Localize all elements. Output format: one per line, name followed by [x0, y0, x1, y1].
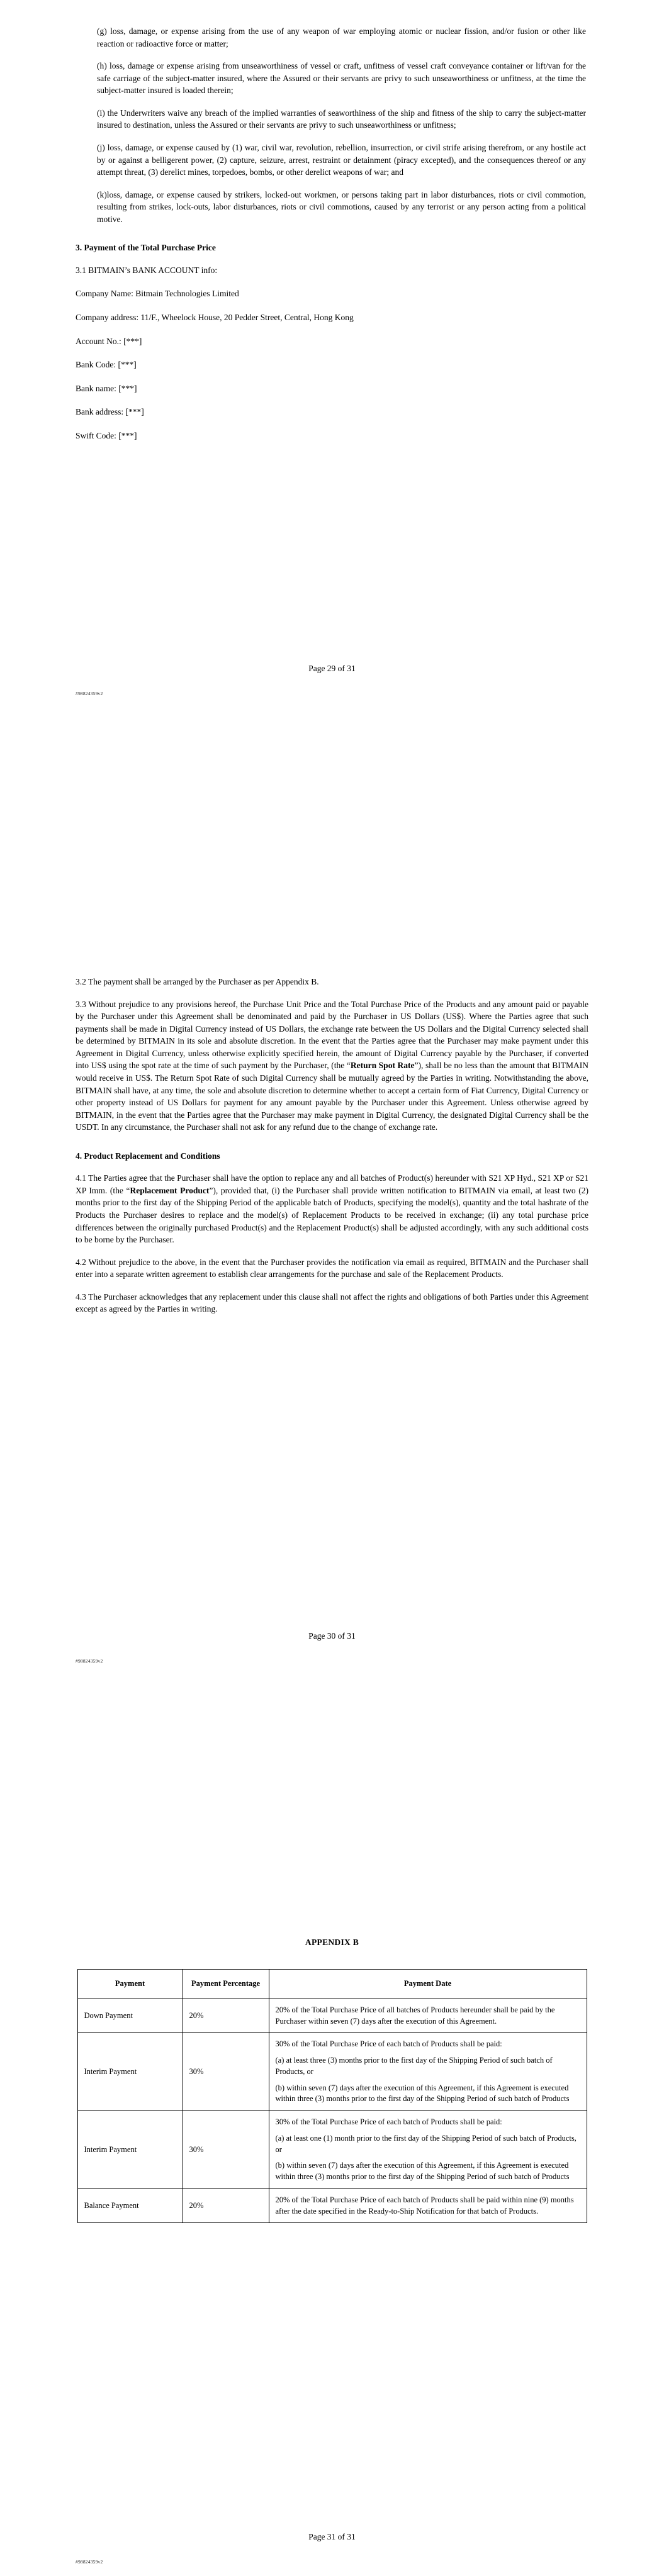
- page-30-doc-id: #98824359v2: [76, 1658, 103, 1664]
- cell-payment-interim-2: Interim Payment: [77, 2111, 183, 2189]
- cell-payment-interim-1: Interim Payment: [77, 2033, 183, 2111]
- clause-3-3-part-a: 3.3 Without prejudice to any provisions hereof, the Purchase Unit Price and the Total Purchase Price of the Products and any amount paid or payable by the Purchaser under this Agreement shall be denominated and paid by the Purchaser in US Dollars (US$). Where the Parties agree that such payments shall be made in Digital Currency instead of US Dollars, the exchange rate between the US Dollars and the Digital Currency selected shall be determined by BITMAIN in its sole and absolute discretion. In the event that the Parties agree that the Purchaser may make payment under this Agreement in Digital Currency, unless otherwise explicitly specified herein, the amount of Digital Currency payable by the Purchaser, if converted into US$ using the spot rate at the time of such payment by the Purchaser, (the “: [76, 999, 588, 1071]
- clause-h: (h) loss, damage or expense arising from unseaworthiness of vessel or craft, unfitness of vessel craft conveyance container or lift/van for the safe carriage of the subject-matter insured, where the Assured or their servants are privy to such unseaworthiness or unfitness, at the time the subject-matter insured is loaded therein;: [97, 61, 586, 96]
- cell-date-balance-line-1: 20% of the Total Purchase Price of each batch of Products shall be paid within nine (9) months after the date specified in the Ready-to-Ship Notification for that batch of Products.: [275, 2195, 574, 2216]
- page-30: [0, 859, 664, 1717]
- cell-percentage-interim-2: 30%: [183, 2111, 269, 2189]
- bank-swift-code: Swift Code: [***]: [76, 430, 137, 440]
- clause-4-1-part-b: ”), provided that, (i) the Purchaser shall provide written notification to BITMAIN via email, at least two (2) months prior to the first day of the Shipping Period of the applicable batch of Products, specifying the model(s), quantity and the total hashrate of the Products the Purchaser desires to replace and the model(s) of Replacement Products to be received in exchange; (ii) any total purchase price differences between the originally purchased Product(s) and the Replacement Product(s) shall be adjusted accordingly, with any such additional costs to be borne by the Purchaser.: [76, 1185, 588, 1245]
- return-spot-rate-term: Return Spot Rate: [350, 1061, 415, 1071]
- replacement-product-term: Replacement Product: [130, 1185, 210, 1195]
- table-row: [77, 2188, 587, 2223]
- page-29-footer: Page 29 of 31: [308, 664, 356, 673]
- clause-3-2: 3.2 The payment shall be arranged by the Purchaser as per Appendix B.: [76, 977, 319, 986]
- clause-i: (i) the Underwriters waive any breach of the implied warranties of seaworthiness of the ship and fitness of the ship to carry the subject-matter insured to destination, unless the Assured or their servants are privy to such unseaworthiness or unfitness;: [97, 108, 586, 130]
- cell-date-interim-1-line-2: (a) at least three (3) months prior to the first day of the Shipping Period of such batch of Products, or: [275, 2056, 553, 2076]
- bank-account-intro: 3.1 BITMAIN’s BANK ACCOUNT info:: [76, 265, 218, 275]
- bank-company-name: Company Name: Bitmain Technologies Limited: [76, 289, 239, 299]
- cell-date-interim-2-line-1: 30% of the Total Purchase Price of each batch of Products shall be paid:: [275, 2117, 502, 2126]
- clause-3-3-part-b: ”), shall be no less than the amount that BITMAIN would receive in US$. The Return Spot Rate of such Digital Currency shall be mutually agreed by the Parties in writing. Notwithstanding the above, BITMAIN shall have, at any time, the sole and absolute discretion to determine whether to accept a certain form of Fiat Currency, Digital Currency or other property instead of US Dollars for payment for any amount payable by the Purchaser under this Agreement. Unless otherwise agreed by BITMAIN, in the event that the Parties agree that the Purchaser may make payment in Digital Currency, the designated Digital Currency shall be the USDT. In any circumstance, the Purchaser shall not ask for any refund due to the change of exchange rate.: [76, 1061, 588, 1132]
- column-header-payment-date: Payment Date: [269, 1970, 587, 1999]
- appendix-b-title: APPENDIX B: [305, 1938, 359, 1947]
- table-row: [77, 2111, 587, 2189]
- page-30-footer: Page 30 of 31: [308, 1631, 356, 1641]
- section-heading-payment: 3. Payment of the Total Purchase Price: [76, 243, 216, 253]
- cell-date-balance: [269, 2188, 587, 2223]
- cell-date-interim-1-line-1: 30% of the Total Purchase Price of each batch of Products shall be paid:: [275, 2039, 502, 2049]
- clause-4-3: 4.3 The Purchaser acknowledges that any replacement under this clause shall not affect the rights and obligations of both Parties under this Agreement except as agreed by the Parties in writing.: [76, 1291, 588, 1314]
- section-heading-replacement: 4. Product Replacement and Conditions: [76, 1151, 220, 1161]
- page-31-doc-id: #98824359v2: [76, 2559, 103, 2565]
- bank-name: Bank name: [***]: [76, 383, 137, 393]
- cell-date-interim-2-line-2: (a) at least one (1) month prior to the first day of the Shipping Period of such batch of Products, or: [275, 2133, 577, 2154]
- cell-payment-balance: Balance Payment: [77, 2188, 183, 2223]
- payment-schedule-table: [77, 1969, 587, 2223]
- bank-address: Bank address: [***]: [76, 407, 144, 417]
- page-29: [0, 0, 664, 859]
- column-header-payment: Payment: [77, 1970, 183, 1999]
- clause-k: (k)loss, damage, or expense caused by strikers, locked-out workmen, or persons taking part in labor disturbances, riots or civil commotion, resulting from strikes, lock-outs, labor disturbances, riots or civil commotions, caused by any terrorist or any person acting from a political motive.: [97, 189, 586, 224]
- bank-account-number: Account No.: [***]: [76, 336, 142, 346]
- clause-4-2: 4.2 Without prejudice to the above, in the event that the Purchaser provides the notification via email as required, BITMAIN and the Purchaser shall enter into a separate written agreement to establish clear arrangements for the purchase and sale of the Replacement Products.: [76, 1257, 588, 1280]
- clause-j: (j) loss, damage, or expense caused by (1) war, civil war, revolution, rebellion, insurrection, or civil strife arising therefrom, or any hostile act by or against a belligerent power, (2) capture, seizure, arrest, restraint or detainment (piracy excepted), and the consequences thereof or any attempt threat, (3) derelict mines, torpedoes, bombs, or other derelict weapons of war; and: [97, 142, 586, 177]
- cell-date-interim-1-line-3: (b) within seven (7) days after the execution of this Agreement, if this Agreement is executed within three (3) months prior to the first day of the Shipping Period of such batch of Products: [275, 2083, 570, 2104]
- cell-date-interim-2: [269, 2111, 587, 2189]
- cell-date-down: [269, 1999, 587, 2033]
- table-row: [77, 1999, 587, 2033]
- bank-company-address: Company address: 11/F., Wheelock House, 20 Pedder Street, Central, Hong Kong: [76, 313, 354, 322]
- page-31: [0, 1717, 664, 2576]
- cell-percentage-down: 20%: [183, 1999, 269, 2033]
- cell-date-down-line-1: 20% of the Total Purchase Price of all batches of Products hereunder shall be paid by the Purchaser within seven (7) days after the execution of this Agreement.: [275, 2005, 555, 2026]
- column-header-payment-percentage: Payment Percentage: [183, 1970, 269, 1999]
- clause-3-3: [76, 998, 588, 1134]
- cell-payment-down: Down Payment: [77, 1999, 183, 2033]
- cell-date-interim-1: [269, 2033, 587, 2111]
- cell-percentage-balance: 20%: [183, 2188, 269, 2223]
- table-header-row: [77, 1970, 587, 1999]
- bank-code: Bank Code: [***]: [76, 360, 137, 370]
- page-31-footer: Page 31 of 31: [308, 2532, 356, 2541]
- cell-date-interim-2-line-3: (b) within seven (7) days after the execution of this Agreement, if this Agreement is executed within three (3) months prior to the first day of the Shipping Period of such batch of Products: [275, 2161, 570, 2181]
- page-29-doc-id: #98824359v2: [76, 691, 103, 696]
- clause-g: (g) loss, damage, or expense arising from the use of any weapon of war employing atomic or nuclear fission, and/or fusion or other like reaction or radioactive force or matter;: [97, 26, 586, 48]
- cell-percentage-interim-1: 30%: [183, 2033, 269, 2111]
- clause-4-1: [76, 1172, 588, 1246]
- table-row: [77, 2033, 587, 2111]
- clause-4-1-part-a: 4.1 The Parties agree that the Purchaser shall have the option to replace any and all batches of Product(s) hereunder with S21 XP Hyd., S21 XP or S21 XP Imm. (the “: [76, 1173, 588, 1195]
